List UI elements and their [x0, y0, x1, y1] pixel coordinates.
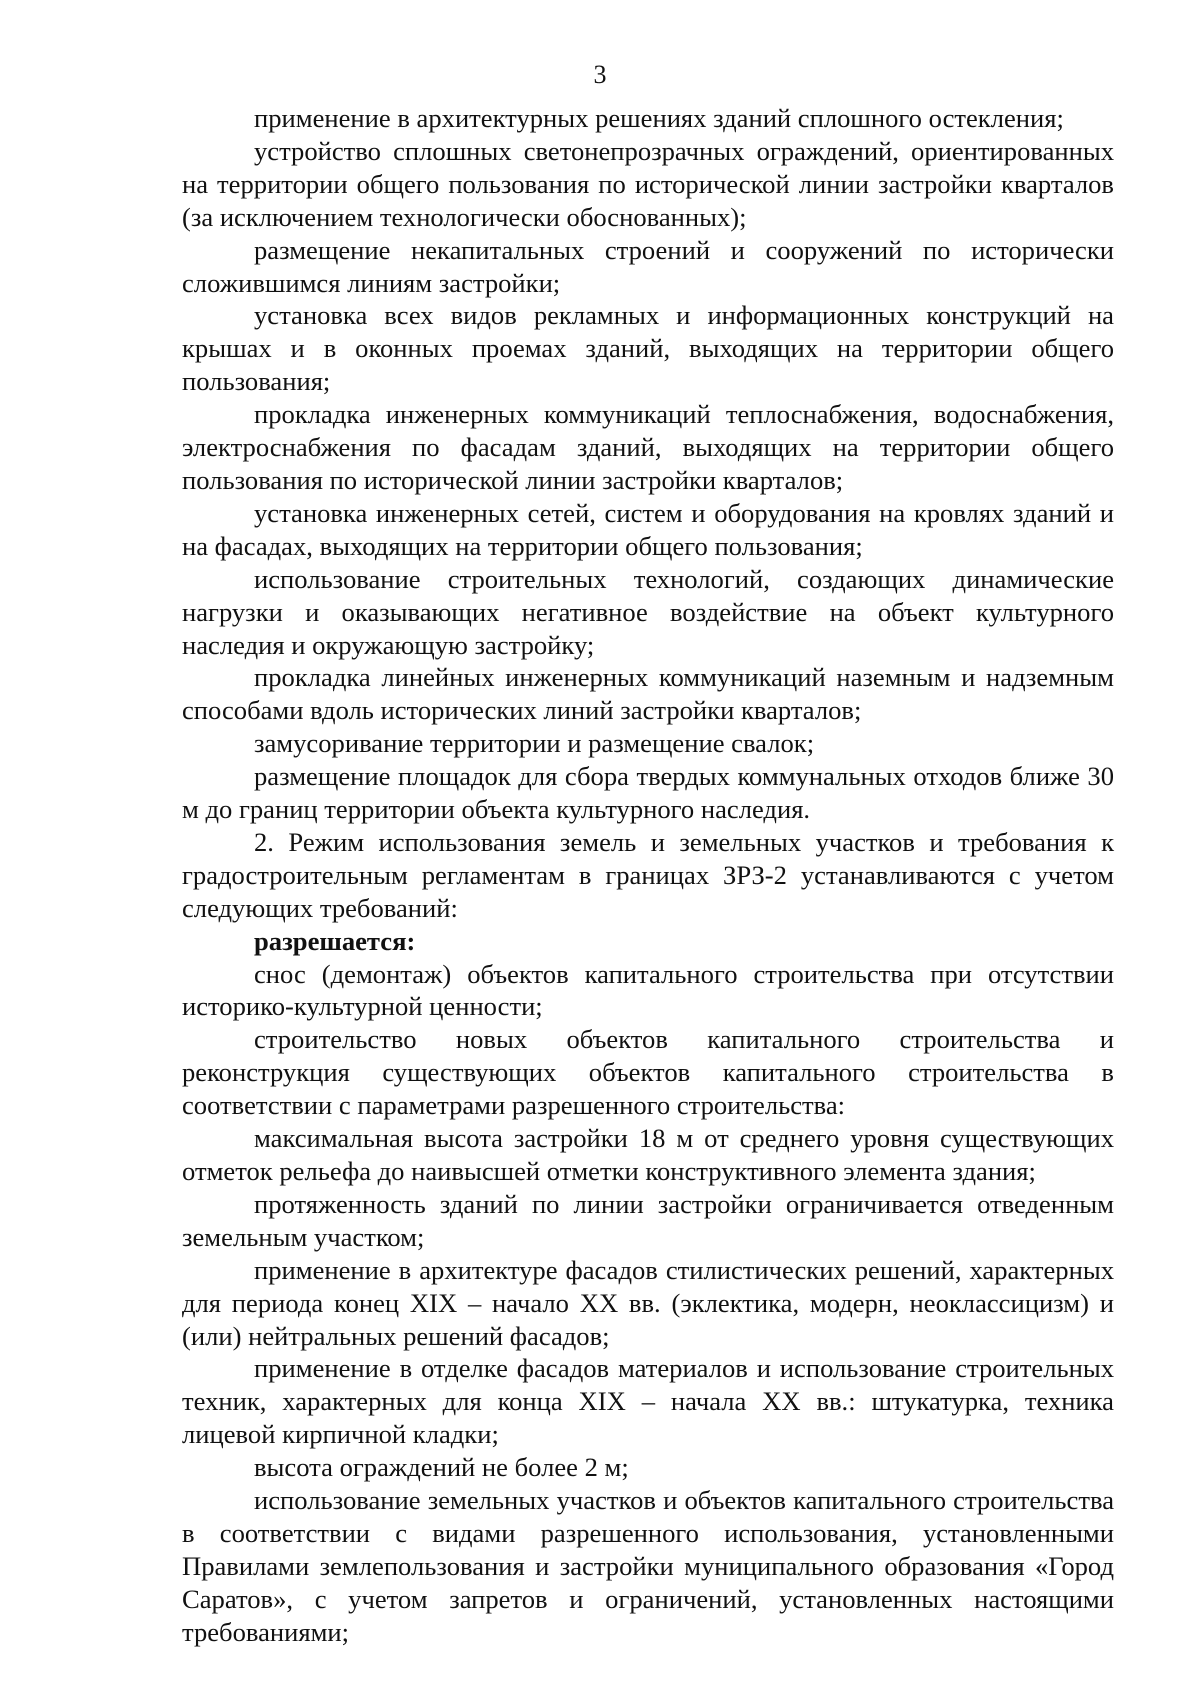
numbered-paragraph: 2. Режим использования земель и земельных участков и требования к градостроительным регламентам в границах ЗРЗ-2 устанавливаются с учетом следующих требований:	[182, 826, 1114, 923]
paragraph: установка всех видов рекламных и информационных конструкций на крышах и в оконных проемах зданий, выходящих на территории общего пользования;	[182, 300, 1114, 397]
section-heading: разрешается:	[254, 925, 416, 956]
document-body	[182, 102, 1114, 1649]
paragraph: использование земельных участков и объектов капитального строительства в соответствии с видами разрешенного использования, установленными Правилами землепользования и застройки муниципального образования «Город Саратов», с учетом запретов и ограничений, установленных настоящими требованиями;	[182, 1485, 1114, 1647]
paragraph: размещение некапитальных строений и сооружений по исторически сложившимся линиям застройки;	[182, 234, 1114, 298]
paragraph: максимальная высота застройки 18 м от среднего уровня существующих отметок рельефа до наивысшей отметки конструктивного элемента здания;	[182, 1123, 1114, 1186]
paragraph: протяженность зданий по линии застройки ограничивается отведенным земельным участком;	[182, 1188, 1114, 1252]
paragraph: применение в отделке фасадов материалов и использование строительных техник, характерных для конца XIX – начала XX вв.: штукатурка, техника лицевой кирпичной кладки;	[182, 1353, 1114, 1450]
paragraph: размещение площадок для сбора твердых коммунальных отходов ближе 30 м до границ территории объекта культурного наследия.	[182, 761, 1114, 825]
paragraph: замусоривание территории и размещение свалок;	[254, 728, 815, 759]
paragraph: установка инженерных сетей, систем и оборудования на кровлях зданий и на фасадах, выходящих на территории общего пользования;	[182, 497, 1114, 561]
paragraph: применение в архитектурных решениях зданий сплошного остекления;	[254, 103, 1064, 133]
paragraph: высота ограждений не более 2 м;	[254, 1452, 629, 1483]
paragraph: снос (демонтаж) объектов капитального строительства при отсутствии историко-культурной ценности;	[182, 958, 1114, 1022]
paragraph: строительство новых объектов капитального строительства и реконструкция существующих объектов капитального строительства в соответствии с параметрами разрешенного строительства:	[182, 1024, 1114, 1121]
paragraph: использование строительных технологий, создающих динамические нагрузки и оказывающих негативное воздействие на объект культурного наследия и окружающую застройку;	[182, 563, 1114, 660]
page-number: 3	[593, 60, 607, 89]
paragraph: прокладка линейных инженерных коммуникаций наземным и надземным способами вдоль исторических линий застройки кварталов;	[182, 662, 1114, 726]
paragraph: прокладка инженерных коммуникаций теплоснабжения, водоснабжения, электроснабжения по фасадам зданий, выходящих на территории общего пользования по исторической линии застройки кварталов;	[182, 399, 1114, 495]
paragraph: применение в архитектуре фасадов стилистических решений, характерных для периода конец XIX – начало XX вв. (эклектика, модерн, неоклассицизм) и (или) нейтральных решений фасадов;	[182, 1254, 1114, 1351]
paragraph: устройство сплошных светонепрозрачных ограждений, ориентированных на территории общего пользования по исторической линии застройки кварталов (за исключением технологически обоснованных);	[182, 135, 1114, 232]
